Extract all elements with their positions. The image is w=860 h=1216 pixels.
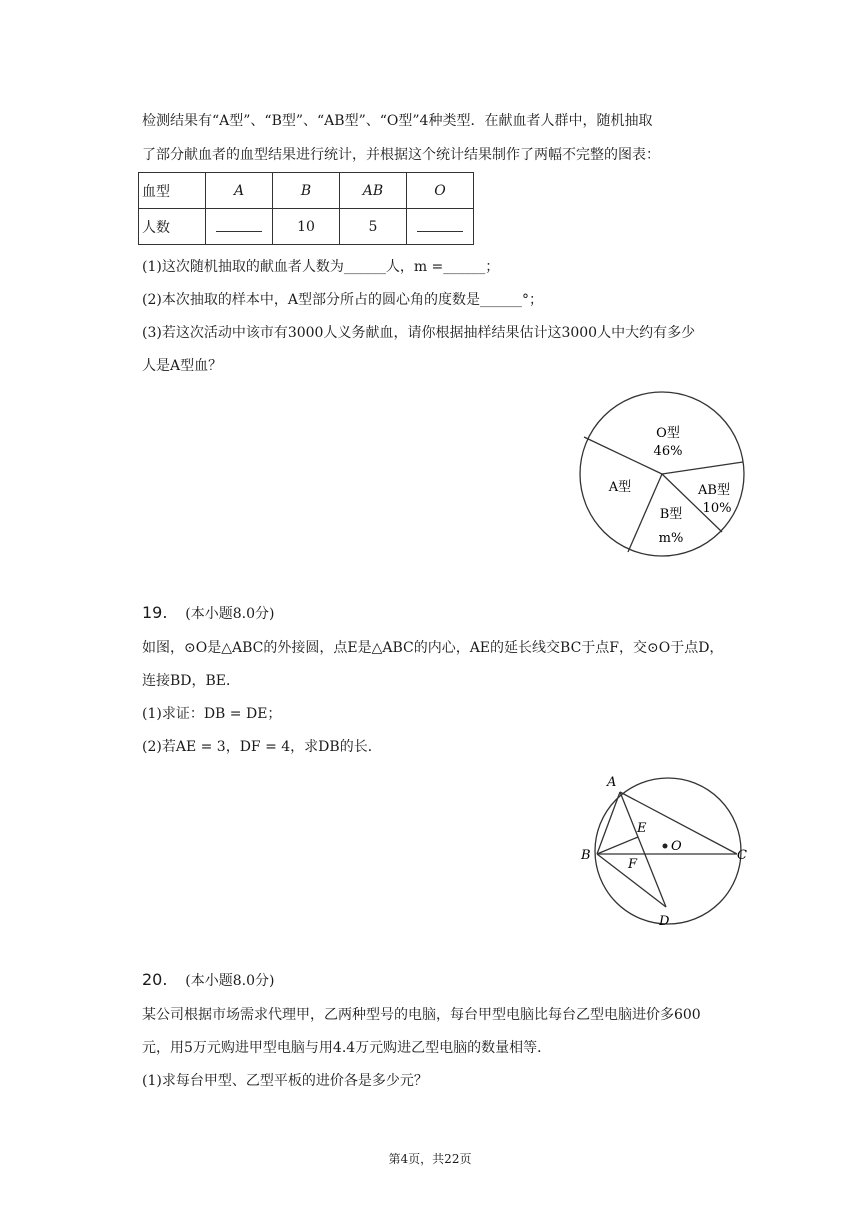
label-c: C bbox=[737, 848, 747, 863]
label-e: E bbox=[637, 821, 647, 836]
q20-line-1: 某公司根据市场需求代理甲，乙两种型号的电脑，每台甲型电脑比每台乙型电脑进价多600 bbox=[142, 1007, 701, 1023]
q18-part-1: (1)这次随机抽取的献血者人数为______人，m =______； bbox=[142, 259, 500, 275]
table-row-count bbox=[139, 209, 474, 245]
q19-line-1: 如图，⊙O是△ABC的外接圆，点E是△ABC的内心，AE的延长线交BC于点F，交⊙O于点D， bbox=[142, 640, 724, 656]
label-b: B bbox=[581, 848, 591, 863]
q19-header bbox=[142, 603, 274, 624]
intro-line-1: 检测结果有“A型”、“B型”、“AB型”、“O型”4种类型．在献血者人群中，随机抽取 bbox=[142, 113, 653, 129]
header-b: B bbox=[273, 173, 340, 209]
cell-ab-count: 5 bbox=[340, 209, 407, 245]
pie-label-ab: AB型 bbox=[698, 483, 730, 498]
header-blood-type: 血型 bbox=[139, 173, 206, 209]
q19-number: 19. bbox=[142, 603, 168, 622]
pie-label-o: O型 bbox=[656, 426, 680, 441]
pie-pct-b: m% bbox=[658, 531, 684, 546]
q19-line-2: 连接BD，BE． bbox=[142, 673, 241, 689]
q20-line-2: 元，用5万元购进甲型电脑与用4.4万元购进乙型电脑的数量相等． bbox=[142, 1040, 552, 1056]
cell-a-blank bbox=[206, 209, 273, 245]
header-o: O bbox=[407, 173, 474, 209]
blood-type-table bbox=[138, 172, 474, 245]
row-label-count: 人数 bbox=[139, 209, 206, 245]
pie-divider-o-ab bbox=[662, 462, 743, 474]
pie-divider-a-b bbox=[628, 474, 662, 552]
q18-part-2: (2)本次抽取的样本中，A型部分所占的圆心角的度数是______°； bbox=[142, 292, 543, 308]
q18-part-3b: 人是A型血？ bbox=[142, 358, 223, 374]
cell-o-blank bbox=[407, 209, 474, 245]
center-dot bbox=[663, 844, 668, 849]
table-row-header bbox=[139, 173, 474, 209]
pie-label-a: A型 bbox=[608, 480, 632, 495]
label-o: O bbox=[671, 839, 682, 854]
segment-be bbox=[597, 837, 638, 854]
q20-number: 20. bbox=[142, 970, 168, 989]
q19-part-1: (1)求证：DB = DE； bbox=[142, 706, 282, 722]
label-d: D bbox=[659, 914, 670, 929]
q20-part-1: (1)求每台甲型、乙型平板的进价各是多少元？ bbox=[142, 1073, 428, 1089]
intro-line-2: 了部分献血者的血型结果进行统计，并根据这个统计结果制作了两幅不完整的图表： bbox=[142, 147, 660, 163]
q19-part-2: (2)若AE = 3，DF = 4，求DB的长． bbox=[142, 739, 382, 755]
blood-type-pie-figure bbox=[570, 380, 760, 570]
q19-points: (本小题8.0分) bbox=[185, 606, 275, 622]
pie-pct-ab: 10% bbox=[702, 501, 732, 516]
pie-pct-o: 46% bbox=[653, 444, 683, 459]
label-f: F bbox=[628, 857, 638, 872]
q18-part-3a: (3)若这次活动中该市有3000人义务献血，请你根据抽样结果估计这3000人中大约有多少 bbox=[142, 325, 696, 341]
label-a: A bbox=[607, 775, 617, 790]
blank-o bbox=[417, 217, 463, 232]
pie-label-b: B型 bbox=[659, 507, 683, 522]
cell-b-count: 10 bbox=[273, 209, 340, 245]
pie-divider-o-a bbox=[584, 437, 662, 474]
q20-points: (本小题8.0分) bbox=[185, 973, 275, 989]
header-ab: AB bbox=[340, 173, 407, 209]
circle-triangle-figure bbox=[570, 765, 760, 935]
q20-header bbox=[142, 970, 274, 991]
blank-a bbox=[216, 217, 262, 232]
page-footer: 第4页，共22页 bbox=[388, 1152, 472, 1166]
header-a: A bbox=[206, 173, 273, 209]
